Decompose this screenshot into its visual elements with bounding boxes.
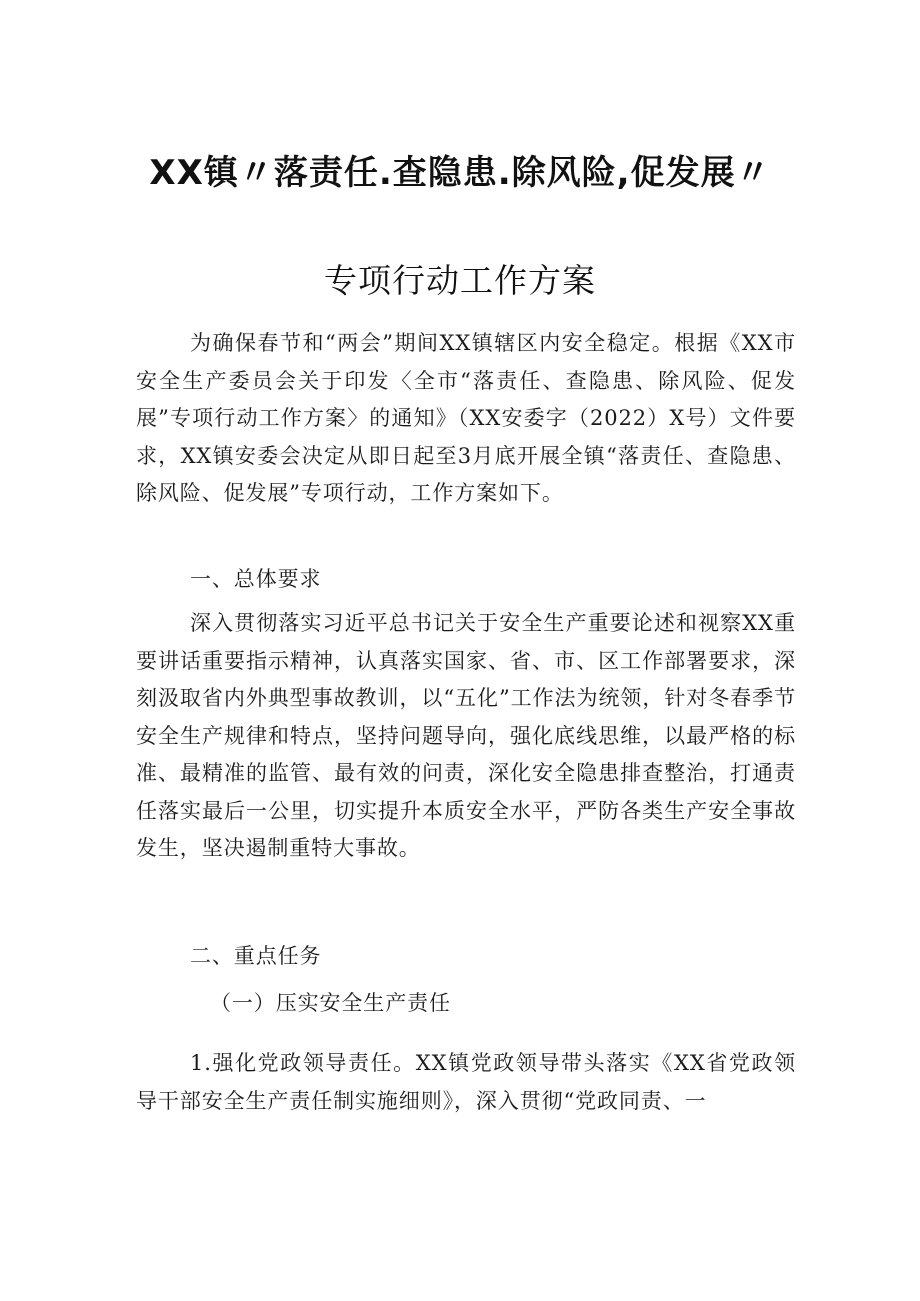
section2-heading: 二、重点任务: [190, 944, 322, 968]
subsection1-heading: （一）压实安全生产责任: [210, 991, 451, 1015]
section1-paragraph: 深入贯彻落实习近平总书记关于安全生产重要论述和视察XX重要讲话重要指示精神，认真落实国家、省、市、区工作部署要求，深刻汲取省内外典型事故教训，以“五化”工作法为统领，针对冬春季节安全生产规律和特点，坚持问题导向，强化底线思维，以最严格的标准、最精准的监管、最有效的问责，深化安全隐患排查整治，打通责任落实最后一公里，切实提升本质安全水平，严防各类生产安全事故发生，坚决遏制重特大事故。: [136, 611, 796, 860]
document-title-line2: 专项行动工作方案: [324, 261, 596, 300]
document-title-line1: XX镇〃落责任.查隐患.除风险,促发展〃: [149, 153, 771, 193]
intro-paragraph: 为确保春节和“两会”期间XX镇辖区内安全稳定。根据《XX市安全生产委员会关于印发〈全市“落责任、查隐患、除风险、促发展”专项行动工作方案〉的通知》（XX安委字（2022）X号）文件要求，XX镇安委会决定从即日起至3月底开展全镇“落责任、查隐患、除风险、促发展”专项行动，工作方案如下。: [136, 331, 796, 505]
item1-paragraph: 1.强化党政领导责任。XX镇党政领导带头落实《XX省党政领导干部安全生产责任制实施细则》，深入贯彻“党政同责、一: [136, 1051, 796, 1113]
section1-heading: 一、总体要求: [190, 567, 322, 591]
